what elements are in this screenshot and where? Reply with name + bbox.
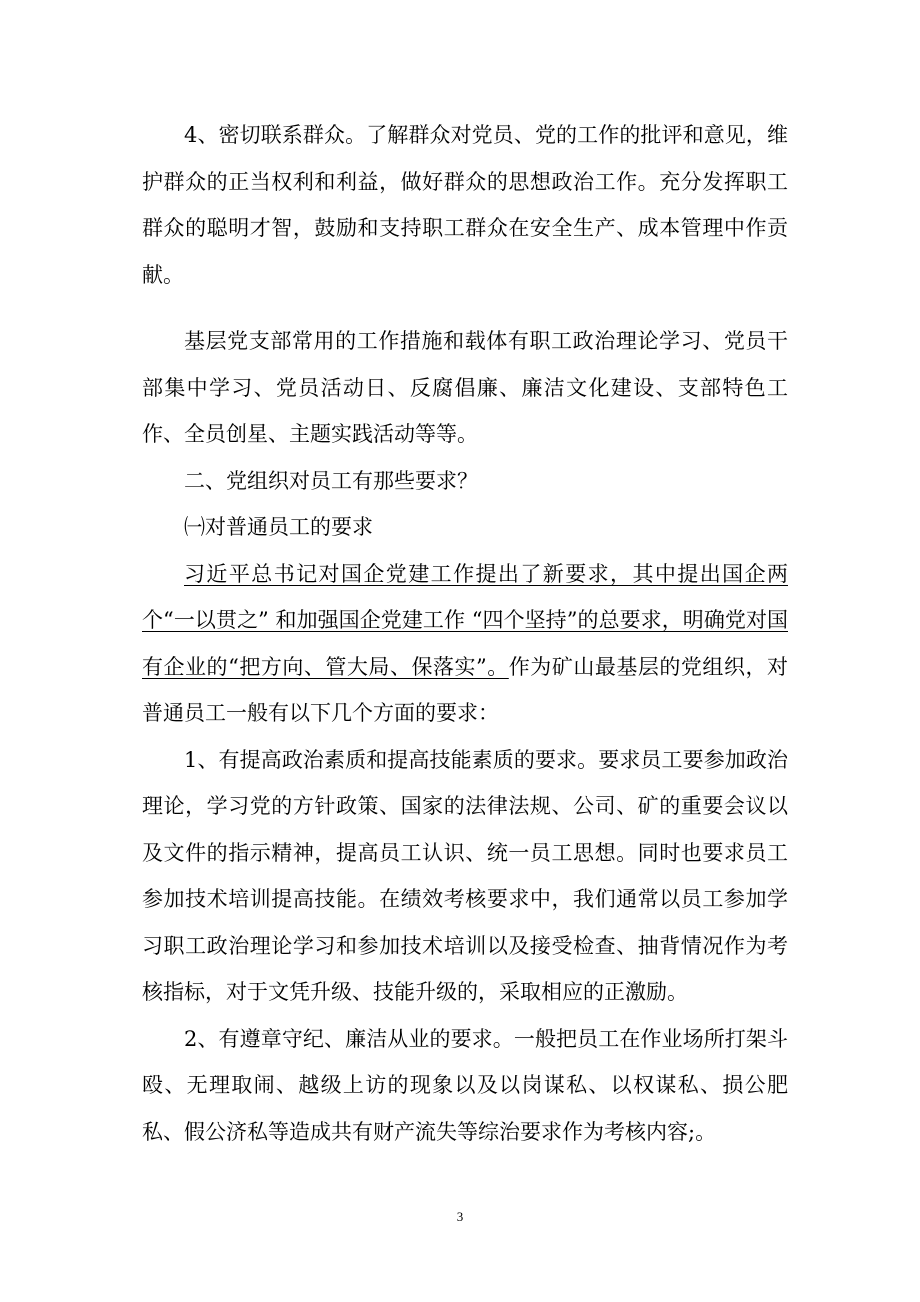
page-number: 3 [456, 1209, 464, 1224]
subsection-heading-ordinary-staff: ㈠对普通员工的要求 [184, 515, 373, 539]
paragraph-new-requirements-rest: 作为矿山最基层的党组织，对普通员工一般有以下几个方面的要求： [142, 654, 788, 725]
document-body [142, 112, 788, 1155]
paragraph-requirement-1: 1、有提高政治素质和提高技能素质的要求。要求员工要参加政治理论，学习党的方针政策、国家的法律法规、公司、矿的重要会议以及文件的指示精神，提高员工认识、统一员工思想。同时也要求员工参加技术培训提高技能。在绩效考核要求中，我们通常以员工参加学习职工政治理论学习和参加技术培训以及接受检查、抽背情况作为考核指标，对于文凭升级、技能升级的，采取相应的正激励。 [142, 747, 788, 1004]
paragraph-work-measures: 基层党支部常用的工作措施和载体有职工政治理论学习、党员干部集中学习、党员活动日、反腐倡廉、廉洁文化建设、支部特色工作、全员创星、主题实践活动等等。 [142, 329, 788, 446]
paragraph-new-requirements [142, 551, 788, 737]
paragraph-requirement-2: 2、有遵章守纪、廉洁从业的要求。一般把员工在作业场所打架斗殴、无理取闹、越级上访的现象以及以岗谋私、以权谋私、损公肥私、假公济私等造成共有财产流失等综治要求作为考核内容;。 [142, 1026, 788, 1144]
paragraph-contact-masses: 4、密切联系群众。了解群众对党员、党的工作的批评和意见，维护群众的正当权利和利益，做好群众的思想政治工作。充分发挥职工群众的聪明才智，鼓励和支持职工群众在安全生产、成本管理中作贡献。 [142, 123, 788, 287]
underlined-quote: 习近平总书记对国企党建工作提出了新要求，其中提出国企两个“一以贯之” 和加强国企党建工作 “四个坚持”的总要求，明确党对国有企业的“把方向、管大局、保落实”。 [142, 561, 788, 679]
section-heading-requirements: 二、党组织对员工有那些要求？ [184, 468, 478, 493]
